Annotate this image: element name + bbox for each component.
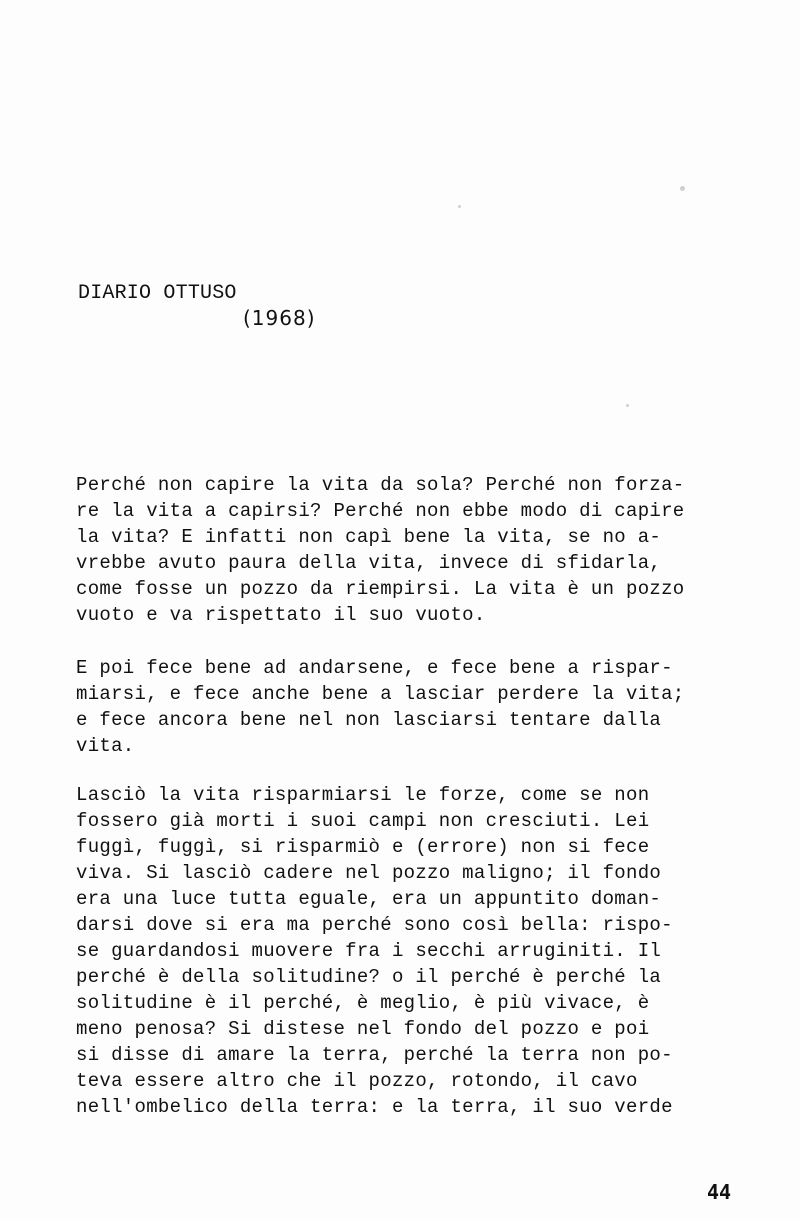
text-line: meno penosa? Si distese nel fondo del pozzo e poi <box>76 1018 650 1040</box>
text-line: E poi fece bene ad andarsene, e fece bene a rispar- <box>76 657 673 679</box>
paragraph-2 <box>76 655 776 759</box>
text-line: vuoto e va rispettato il suo vuoto. <box>76 604 486 626</box>
document-title: DIARIO OTTUSO <box>78 282 237 305</box>
text-line: fuggì, fuggì, si risparmiò e (errore) non si fece <box>76 836 650 858</box>
paper-speck <box>626 404 629 407</box>
paragraph-1 <box>76 472 776 628</box>
text-line: come fosse un pozzo da riempirsi. La vita è un pozzo <box>76 578 685 600</box>
page-number: 44 <box>707 1180 732 1204</box>
text-line: si disse di amare la terra, perché la terra non po- <box>76 1044 673 1066</box>
paper-speck <box>680 186 685 191</box>
text-line: miarsi, e fece anche bene a lasciar perdere la vita; <box>76 683 685 705</box>
document-year: (1968) <box>243 306 316 330</box>
text-line: la vita? E infatti non capì bene la vita, se no a- <box>76 526 662 548</box>
text-line: e fece ancora bene nel non lasciarsi tentare dalla <box>76 709 662 731</box>
text-line: perché è della solitudine? o il perché è perché la <box>76 966 662 988</box>
text-line: fossero già morti i suoi campi non cresciuti. Lei <box>76 810 650 832</box>
text-line: vita. <box>76 735 135 757</box>
paper-speck <box>458 205 461 208</box>
text-line: re la vita a capirsi? Perché non ebbe modo di capire <box>76 500 685 522</box>
text-line: Perché non capire la vita da sola? Perché non forza- <box>76 474 685 496</box>
text-line: viva. Si lasciò cadere nel pozzo maligno; il fondo <box>76 862 662 884</box>
text-line: se guardandosi muovere fra i secchi arruginiti. Il <box>76 940 662 962</box>
text-line: nell'ombelico della terra: e la terra, il suo verde <box>76 1096 673 1118</box>
text-line: teva essere altro che il pozzo, rotondo, il cavo <box>76 1070 638 1092</box>
text-line: solitudine è il perché, è meglio, è più vivace, è <box>76 992 650 1014</box>
text-line: darsi dove si era ma perché sono così bella: rispo- <box>76 914 673 936</box>
paragraph-3 <box>76 782 776 1120</box>
text-line: vrebbe avuto paura della vita, invece di sfidarla, <box>76 552 662 574</box>
text-line: era una luce tutta eguale, era un appuntito doman- <box>76 888 662 910</box>
text-line: Lasciò la vita risparmiarsi le forze, come se non <box>76 784 650 806</box>
